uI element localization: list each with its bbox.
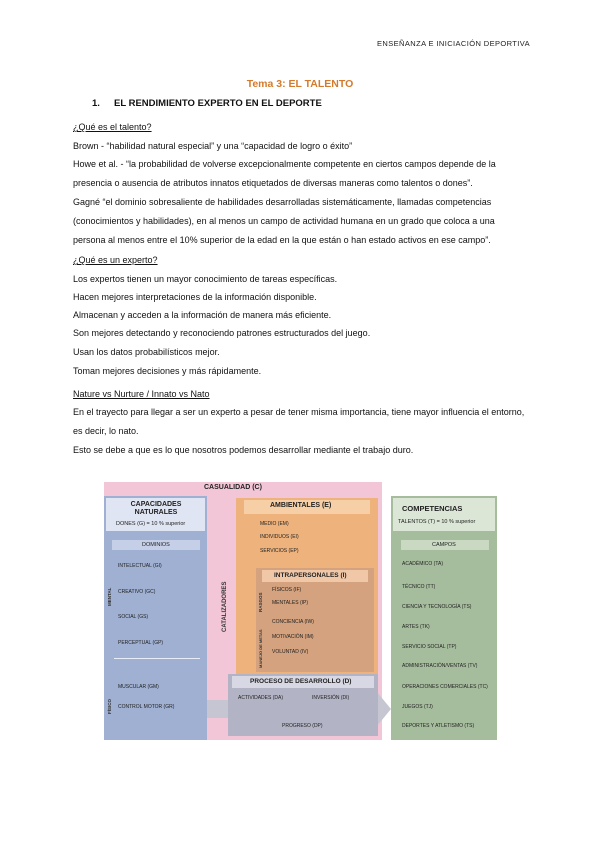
question-talento: ¿Qué es el talento?	[73, 122, 152, 132]
experto-line: Toman mejores decisiones y más rápidamente.	[73, 366, 262, 376]
experto-line: Hacen mejores interpretaciones de la información disponible.	[73, 292, 317, 302]
proceso-title: PROCESO DE DESARROLLO (D)	[250, 678, 352, 685]
amb-item: MEDIO (EM)	[260, 521, 289, 527]
paragraph-howe: Howe et al. - “la probabilidad de volverse excepcionalmente competente en ciertos campos depende de la presencia o ausencia de atributos innatos etiquetados de diversas maneras como talentos o dones”.	[73, 159, 496, 188]
casualidad-label: CASUALIDAD (C)	[204, 484, 262, 491]
cap-item: INTELECTUAL (GI)	[118, 563, 162, 569]
dominios-label: DOMINIOS	[142, 542, 170, 548]
amb-item: SERVICIOS (EP)	[260, 548, 299, 554]
competencias-subtitle: TALENTOS (T) = 10 % superior	[398, 519, 476, 525]
experto-line: Los expertos tienen un mayor conocimiento de tareas específicas.	[73, 274, 338, 284]
comp-item: ACADÉMICO (TA)	[402, 561, 444, 567]
intra-item: CONCIENCIA (IW)	[272, 619, 314, 625]
section-title: EL RENDIMIENTO EXPERTO EN EL DEPORTE	[114, 98, 322, 109]
amb-item: INDIVIDUOS (EI)	[260, 534, 299, 540]
paragraph-brown: Brown - “habilidad natural especial” y una “capacidad de logro o éxito”	[73, 141, 353, 151]
comp-item: TÉCNICO (TT)	[402, 584, 436, 590]
cap-item: CONTROL MOTOR (GR)	[118, 704, 175, 710]
comp-item: OPERACIONES COMERCIALES (TC)	[402, 684, 488, 690]
experto-line: Son mejores detectando y reconociendo patrones estructurados del juego.	[73, 328, 371, 338]
gagne-model-diagram	[104, 482, 497, 740]
competencias-header	[393, 498, 495, 531]
intra-item: FÍSICOS (IF)	[272, 587, 302, 593]
catalizadores-label: CATALIZADORES	[222, 581, 228, 632]
proc-item: ACTIVIDADES (DA)	[238, 695, 284, 701]
ambientales-title: AMBIENTALES (E)	[270, 502, 332, 509]
question-experto: ¿Qué es un experto?	[73, 255, 158, 265]
page-title: Tema 3: EL TALENTO	[246, 78, 354, 90]
arrow-head	[377, 692, 391, 726]
proc-item: PROGRESO (DP)	[282, 723, 323, 729]
intra-item: MENTALES (IP)	[272, 600, 309, 606]
experto-line: Usan los datos probabilísticos mejor.	[73, 347, 220, 357]
comp-item: SERVICIO SOCIAL (TP)	[402, 644, 457, 650]
cap-item: MUSCULAR (GM)	[118, 684, 159, 690]
subheading-nature-nurture: Nature vs Nurture / Innato vs Nato	[73, 389, 210, 399]
cap-item: PERCEPTUAL (GP)	[118, 640, 164, 646]
comp-item: JUEGOS (TJ)	[402, 704, 433, 710]
mental-label: MENTAL	[107, 587, 112, 606]
paragraph-entorno: En el trayecto para llegar a ser un experto a pesar de tener misma importancia, tiene mayor influencia el entorno, es decir, lo nato.	[73, 407, 525, 436]
section-heading	[92, 98, 322, 109]
comp-item: ARTES (TK)	[402, 624, 430, 630]
paragraph-gagne: Gagné “el dominio sobresaliente de habilidades desarrolladas sistemáticamente, llamadas competencias (conocimientos y habilidades), en al menos un campo de actividad humana en un grado que coloca a una persona al menos entre el 10% superior de la edad en la que están o han estado activos en ese campo”.	[73, 197, 495, 245]
page-header: ENSEÑANZA E INICIACIÓN DEPORTIVA	[377, 39, 530, 48]
fisico-label: FÍSICO	[107, 698, 112, 714]
proc-item: INVERSIÓN (DI)	[312, 695, 350, 701]
competencias-title: COMPETENCIAS	[402, 504, 463, 513]
comp-item: CIENCIA Y TECNOLOGÍA (TS)	[402, 604, 472, 610]
cap-divider	[114, 658, 200, 659]
cap-item: SOCIAL (GS)	[118, 614, 149, 620]
comp-item: DEPORTES Y ATLETISMO (TS)	[402, 723, 475, 729]
capacidades-title: CAPACIDADES NATURALES	[130, 501, 182, 516]
manejo-label: MANEJO DE METAS	[258, 629, 263, 668]
rasgos-label: RASGOS	[258, 592, 263, 612]
section-number: 1.	[92, 98, 100, 109]
campos-label: CAMPOS	[432, 542, 456, 548]
comp-item: ADMINISTRACIÓN/VENTAS (TV)	[402, 663, 478, 669]
paragraph-trabajo-duro: Esto se debe a que es lo que nosotros podemos desarrollar mediante el trabajo duro.	[73, 445, 414, 455]
intrapersonales-title: INTRAPERSONALES (I)	[274, 572, 347, 579]
intra-item: VOLUNTAD (IV)	[272, 649, 309, 655]
experto-line: Almacenan y acceden a la información de manera más eficiente.	[73, 310, 332, 320]
intra-item: MOTIVACIÓN (IM)	[272, 634, 314, 640]
capacidades-subtitle: DONES (G) = 10 % superior	[116, 521, 186, 527]
cap-item: CREATIVO (GC)	[118, 589, 156, 595]
